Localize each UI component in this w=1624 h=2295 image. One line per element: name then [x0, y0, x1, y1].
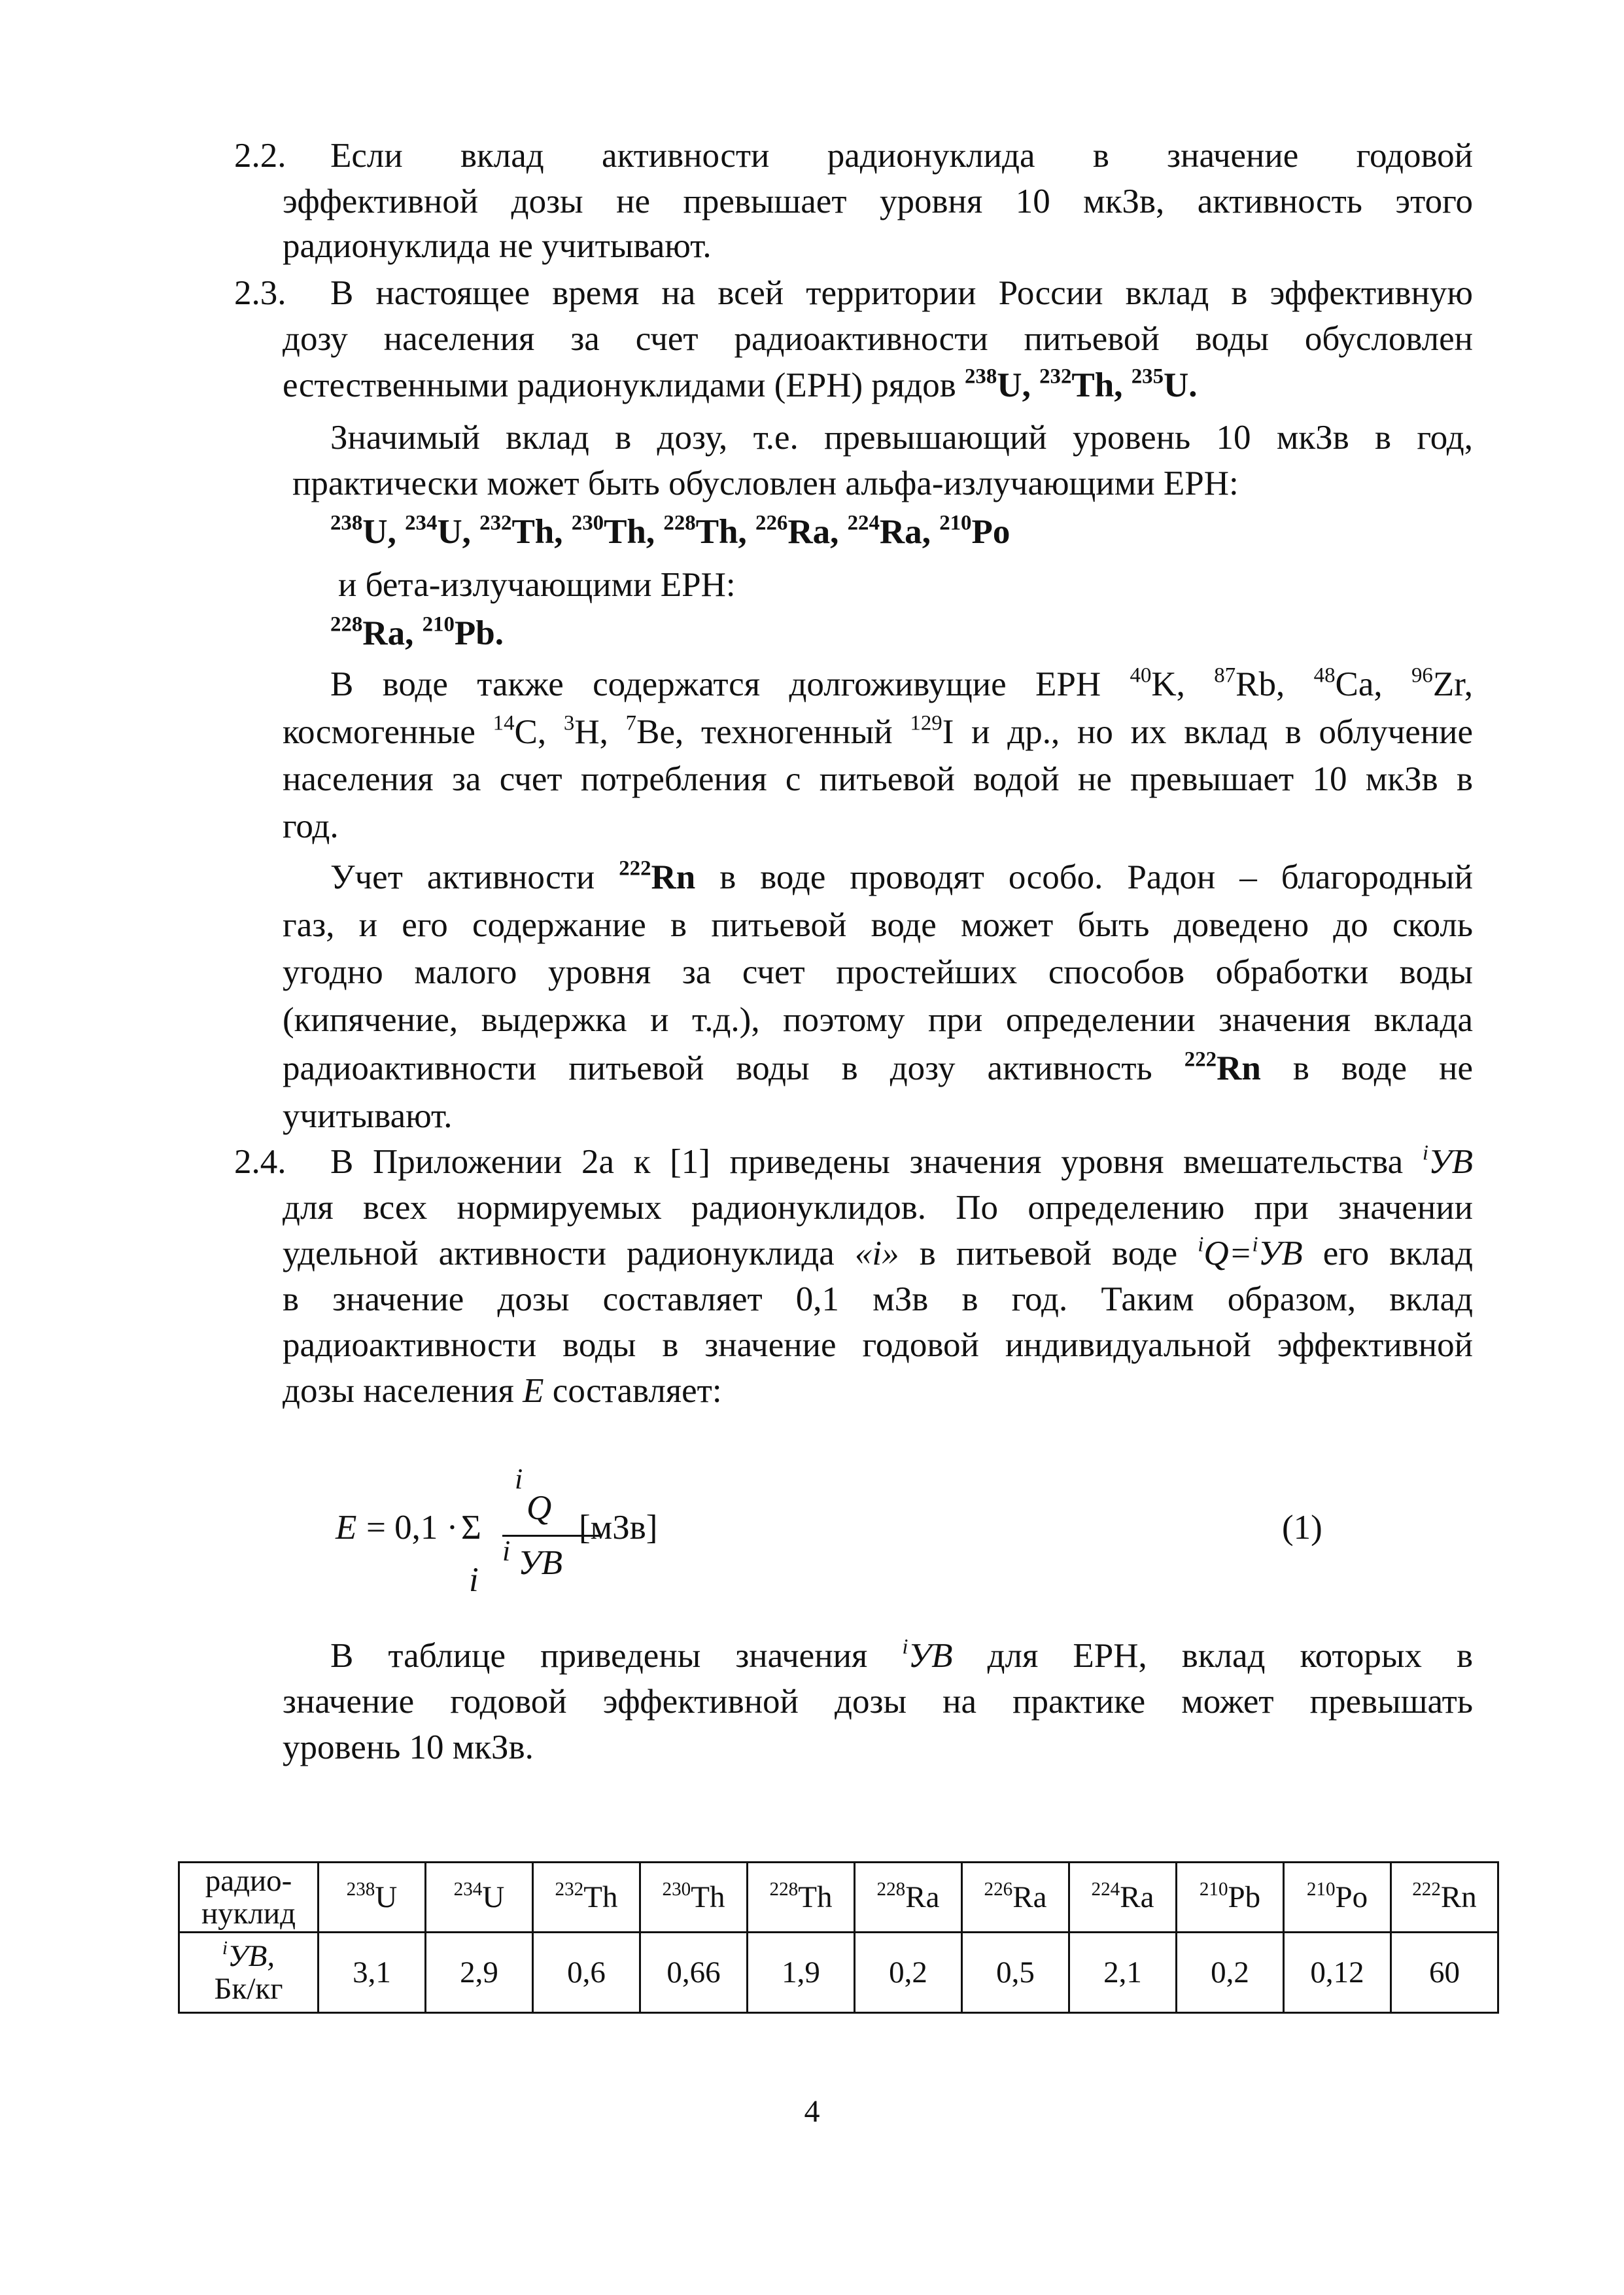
s23-line-3: [283, 362, 1198, 409]
nuclide-separator: ,: [462, 513, 480, 551]
rn-element: Rn: [1217, 1049, 1261, 1087]
nuclide-element: Th: [798, 1880, 833, 1914]
equation-number: (1): [1282, 1509, 1322, 1547]
s23-para3-line-3: населения за счет потребления с питьевой водой не превышает 10 мкЗв в: [283, 760, 1473, 798]
uv-symbol: [1423, 1143, 1473, 1181]
nuclide-separator: ,: [1464, 665, 1474, 703]
nuclide: [626, 713, 675, 751]
nuclide-separator: ,: [674, 713, 701, 751]
s23-para3-line-4: год.: [283, 807, 339, 845]
nuclide-separator: ,: [646, 513, 664, 551]
beta-intro: и бета-излучающими ЕРН:: [338, 566, 736, 604]
nuclide-element: Pb: [1228, 1880, 1261, 1914]
nuclide-mass: 232: [1039, 364, 1072, 389]
nuclide: [479, 513, 554, 551]
sum-sign: Σ: [461, 1509, 481, 1547]
nuclide-mass: 48: [1313, 663, 1336, 688]
nuclide-element: Ra: [787, 513, 831, 551]
nuclide-element: Po: [971, 513, 1011, 551]
uv-superscript: i: [1422, 1141, 1428, 1165]
nuclide-element: Th: [583, 1880, 618, 1914]
s23-para2-line-2: практически может быть обусловлен альфа-излучающими ЕРН:: [292, 464, 1239, 502]
nuclide-mass: 7: [625, 711, 637, 735]
row-label-uv: [179, 1933, 319, 2013]
nuclide: [1132, 366, 1189, 404]
nuclide-header-cell: [855, 1863, 962, 1933]
nuclide-element: Th: [604, 513, 646, 551]
page-number: 4: [804, 2094, 820, 2129]
nuclide-separator: ,: [405, 614, 423, 652]
s23-para4-line-6: учитывают.: [283, 1097, 453, 1135]
uv-sup-2: i: [902, 1635, 908, 1659]
s24-line-5: радиоактивности воды в значение годовой индивидуальной эффективной: [283, 1326, 1473, 1364]
nuclide-element: Th: [1071, 366, 1114, 404]
s24-line-3-a: удельной активности радионуклида: [283, 1235, 835, 1272]
nuclide-mass: 228: [330, 612, 363, 637]
nuclide-separator: ,: [387, 513, 406, 551]
nuclide-element: Ra: [1012, 1880, 1047, 1914]
s23-para4-line-5: [283, 1045, 1473, 1092]
s23-para4-line-1-b: в воде проводят особо. Радон – благородный: [719, 858, 1474, 896]
after-line-1-b: для ЕРН, вклад которых в: [987, 1637, 1474, 1675]
section-number-2-4: 2.4.: [234, 1143, 286, 1181]
s24-line-6-b: составляет:: [552, 1372, 722, 1410]
nuclide-separator: ,: [1373, 665, 1411, 703]
nuclide-separator: ,: [537, 713, 564, 751]
nuclide: [965, 366, 1022, 404]
nuclide: [423, 614, 495, 652]
nuclide-element: U: [362, 513, 388, 551]
uv-letters: УВ: [1258, 1235, 1303, 1272]
nuclide: [1214, 665, 1276, 703]
nuclide-header-cell: [319, 1863, 426, 1933]
s22-line-1: Если вклад активности радионуклида в значение годовой: [330, 137, 1473, 175]
s24-line-1-text: В Приложении 2а к [1] приведены значения уровня вмешательства: [330, 1143, 1404, 1181]
nuclide-header-cell: [533, 1863, 640, 1933]
nuclide-mass: 230: [571, 511, 604, 535]
nuclide-element: Th: [691, 1880, 725, 1914]
uv-label-sup: i: [222, 1937, 228, 1959]
nuclide-header-cell: [962, 1863, 1069, 1933]
nuclide-element: Pb: [454, 614, 495, 652]
nuclide-mass: 224: [847, 511, 880, 535]
nuclide: [493, 713, 538, 751]
decay-series-list: [965, 366, 1198, 404]
technogenic-label: техногенный: [701, 713, 893, 751]
q-equals-uv: [1198, 1235, 1302, 1272]
rn-mass: 222: [619, 856, 651, 881]
s23-para4-line-5-b: в воде не: [1292, 1049, 1473, 1087]
nuclide-element: Th: [511, 513, 555, 551]
nuclide-mass: 238: [346, 1878, 375, 1900]
i129-element: I: [942, 713, 954, 751]
s23-para4-line-5-a: радиоактивности питьевой воды в дозу активность: [283, 1049, 1152, 1087]
uv-value-cell: 60: [1391, 1933, 1498, 2013]
uv-value-cell: 0,66: [640, 1933, 748, 2013]
s24-line-4: в значение дозы составляет 0,1 мЗв в год. Таким образом, вклад: [283, 1280, 1473, 1318]
after-line-1-a: В таблице приведены значения: [330, 1637, 868, 1675]
nuclide-header-cell: [1284, 1863, 1391, 1933]
nuclide: [1314, 665, 1374, 703]
nuclide: [330, 513, 388, 551]
nuclide-element: Be: [636, 713, 675, 751]
nuclide-separator: .: [494, 614, 504, 652]
formula-unit: [мЗв]: [579, 1509, 658, 1547]
s23-line-3-text: естественными радионуклидами (ЕРН) рядов: [283, 366, 956, 404]
s22-line-3: радионуклида не учитывают.: [283, 227, 712, 265]
row-label-l1: радио-: [205, 1864, 292, 1898]
nuclide: [1039, 366, 1114, 404]
nuclide-element: Rb: [1235, 665, 1277, 703]
nuclide-element: Zr: [1432, 665, 1464, 703]
nuclide-mass: 210: [1306, 1878, 1336, 1900]
technogenic-nuclide: [910, 713, 954, 751]
intervention-level-table: [178, 1861, 1499, 2014]
uv-value-cell: 2,9: [426, 1933, 533, 2013]
q-letter: Q: [1203, 1235, 1229, 1272]
nuclide-mass: 238: [330, 511, 363, 535]
denominator: УВ: [518, 1544, 563, 1582]
beta-nuclide-list: [330, 610, 504, 657]
nuclide-separator: ,: [1176, 665, 1215, 703]
nuclide-element: Ra: [905, 1880, 940, 1914]
uv-value-cell: 3,1: [319, 1933, 426, 2013]
s23-para4-line-4: (кипячение, выдержка и т.д.), поэтому при определении значения вклада: [283, 1001, 1473, 1039]
s23-para4-line-2: газ, и его содержание в питьевой воде может быть доведено до сколь: [283, 906, 1473, 944]
nuclide: [755, 513, 830, 551]
sum-index: i: [469, 1561, 479, 1599]
table-row-values: [179, 1933, 1498, 2013]
nuclide-header-cell: [1069, 1863, 1177, 1933]
row-label-l2: нуклид: [201, 1897, 296, 1931]
nuclide-separator: ,: [738, 513, 756, 551]
nuclide-element: K: [1151, 665, 1177, 703]
nuclide-element: Ra: [1120, 1880, 1154, 1914]
nuclide-mass: 226: [755, 511, 788, 535]
nuclide-mass: 234: [453, 1878, 483, 1900]
s24-line-3: [283, 1230, 1473, 1277]
rn222-inline-2: [1184, 1049, 1261, 1087]
nuclide-separator: ,: [1276, 665, 1314, 703]
nuclide-mass: 226: [984, 1878, 1013, 1900]
nuclide-mass: 228: [876, 1878, 906, 1900]
nuclide-separator: ,: [830, 513, 848, 551]
nuclide-element: U: [375, 1880, 398, 1914]
s24-line-6: [283, 1367, 722, 1414]
nuclide-mass: 234: [405, 511, 438, 535]
nuclide-element: H: [574, 713, 600, 751]
s24-line-3-b: в питьевой воде: [919, 1235, 1178, 1272]
nuclide-separator: ,: [1022, 366, 1040, 404]
nuclide-mass: 238: [965, 364, 997, 389]
nuclide-separator: ,: [1114, 366, 1132, 404]
nuclide: [330, 614, 405, 652]
s23-para2-line-1: Значимый вклад в дозу, т.е. превышающий уровень 10 мкЗв в год,: [330, 419, 1473, 457]
uv-unit: Бк/кг: [214, 1972, 283, 2006]
section-number-2-3: 2.3.: [234, 274, 286, 312]
uv-value-cell: 0,6: [533, 1933, 640, 2013]
cosmogenic-label: космогенные: [283, 713, 475, 751]
s24-line-6-a: дозы населения: [283, 1372, 514, 1410]
nuclide: [572, 513, 646, 551]
nuclide-element: U: [437, 513, 462, 551]
nuclide-mass: 228: [769, 1878, 799, 1900]
nuclide-mass: 230: [662, 1878, 691, 1900]
s23-para4-line-1: [330, 854, 1473, 901]
nuclide: [663, 513, 738, 551]
nuclide-header-cell: [748, 1863, 855, 1933]
nuclide-mass: 210: [422, 612, 455, 637]
nuclide: [1130, 665, 1177, 703]
nuclide: [939, 513, 1010, 551]
nuclide-mass: 14: [492, 711, 515, 735]
i129-mass: 129: [910, 711, 942, 735]
nuclide-mass: 210: [1199, 1878, 1228, 1900]
cosmogenic-nuclides: [493, 713, 701, 751]
nuclide-separator: .: [1188, 366, 1198, 404]
s23-para3-line-2-tail: и др., но их вклад в облучение: [971, 713, 1474, 751]
s23-para4-line-1-a: Учет активности: [330, 858, 595, 896]
uv-value-cell: 2,1: [1069, 1933, 1177, 2013]
uv-symbol-2: [902, 1637, 952, 1675]
uv-value-cell: 0,2: [1177, 1933, 1284, 2013]
q-sup: i: [1198, 1233, 1204, 1257]
s24-line-1: [330, 1138, 1473, 1185]
nuclide-mass: 232: [479, 511, 512, 535]
long-lived-nuclides: [1130, 665, 1473, 703]
nuclide: [405, 513, 462, 551]
rn-element: Rn: [651, 858, 696, 896]
nuclide-header-cell: [1177, 1863, 1284, 1933]
nuclide-element: Po: [1335, 1880, 1368, 1914]
after-formula-line-1: [330, 1632, 1473, 1679]
nuclide-element: Rn: [1440, 1880, 1477, 1914]
uv-value-cell: 0,2: [855, 1933, 962, 2013]
nuclide-mass: 235: [1131, 364, 1164, 389]
uv-value-cell: 0,5: [962, 1933, 1069, 2013]
nuclide-element: Ca: [1335, 665, 1374, 703]
uv-value-cell: 0,12: [1284, 1933, 1391, 2013]
nuclide-mass: 87: [1214, 663, 1236, 688]
uv-value-cell: 1,9: [748, 1933, 855, 2013]
s23-line-2: дозу населения за счет радиоактивности питьевой воды обусловлен: [283, 320, 1473, 358]
nuclide-element: U: [997, 366, 1022, 404]
nuclide-mass: 232: [555, 1878, 584, 1900]
s23-para3-line-1: [330, 661, 1473, 708]
alpha-nuclide-list: [330, 508, 1010, 555]
nuclide-element: Ra: [879, 513, 922, 551]
nuclide-element: U: [482, 1880, 505, 1914]
nuclide-element: Ra: [362, 614, 406, 652]
formula-lhs: E: [336, 1509, 357, 1547]
nuclide-mass: 228: [663, 511, 696, 535]
s23-para3-line-2: [283, 709, 1473, 756]
s24-line-2: для всех нормируемых радионуклидов. По определению при значении: [283, 1189, 1473, 1227]
s23-line-1: В настоящее время на всей территории России вклад в эффективную: [330, 274, 1473, 312]
uv-letters-2: УВ: [908, 1637, 953, 1675]
s23-para3-line-1-text: В воде также содержатся долгоживущие ЕРН: [330, 665, 1101, 703]
nuclide-mass: 40: [1130, 663, 1152, 688]
section-number-2-2: 2.2.: [234, 137, 286, 175]
numerator-sup: i: [515, 1463, 523, 1495]
nuclide-index: «i»: [854, 1235, 899, 1272]
rn222-inline-1: [619, 858, 695, 896]
numerator: Q: [527, 1489, 552, 1527]
uv-label: УВ,: [228, 1939, 275, 1973]
nuclide-header-cell: [1391, 1863, 1498, 1933]
formula-eq: = 0,1 ·: [366, 1509, 458, 1547]
uv-letters: УВ: [1428, 1143, 1473, 1181]
uv-sup: i: [1252, 1233, 1258, 1257]
nuclide-mass: 210: [939, 511, 972, 535]
nuclide-header-cell: [426, 1863, 533, 1933]
dose-formula: [330, 1462, 1403, 1626]
nuclide: [848, 513, 922, 551]
e-symbol: E: [523, 1372, 544, 1410]
nuclide-separator: ,: [554, 513, 572, 551]
nuclide-separator: ,: [599, 713, 626, 751]
nuclide-mass: 96: [1411, 663, 1433, 688]
nuclide-element: U: [1164, 366, 1189, 404]
denominator-sup: i: [502, 1535, 511, 1567]
s23-para4-line-3: угодно малого уровня за счет простейших способов обработки воды: [283, 953, 1473, 991]
nuclide-element: Th: [695, 513, 738, 551]
rn-mass: 222: [1184, 1047, 1217, 1072]
nuclide-mass: 3: [563, 711, 575, 735]
s22-line-2: эффективной дозы не превышает уровня 10 мкЗв, активность этого: [283, 183, 1473, 220]
nuclide-header-cell: [640, 1863, 748, 1933]
after-formula-line-2: значение годовой эффективной дозы на практике может превышать: [283, 1683, 1473, 1721]
nuclide: [564, 713, 600, 751]
nuclide-element: C: [514, 713, 538, 751]
nuclide-mass: 222: [1412, 1878, 1441, 1900]
nuclide: [1411, 665, 1464, 703]
nuclide-separator: ,: [922, 513, 940, 551]
after-formula-line-3: уровень 10 мкЗв.: [283, 1728, 534, 1766]
row-label-nuclide: [179, 1863, 319, 1933]
table-row-nuclides: [179, 1863, 1498, 1933]
equals-sign: =: [1228, 1235, 1253, 1272]
s24-line-3-c: его вклад: [1322, 1235, 1473, 1272]
nuclide-mass: 224: [1091, 1878, 1120, 1900]
